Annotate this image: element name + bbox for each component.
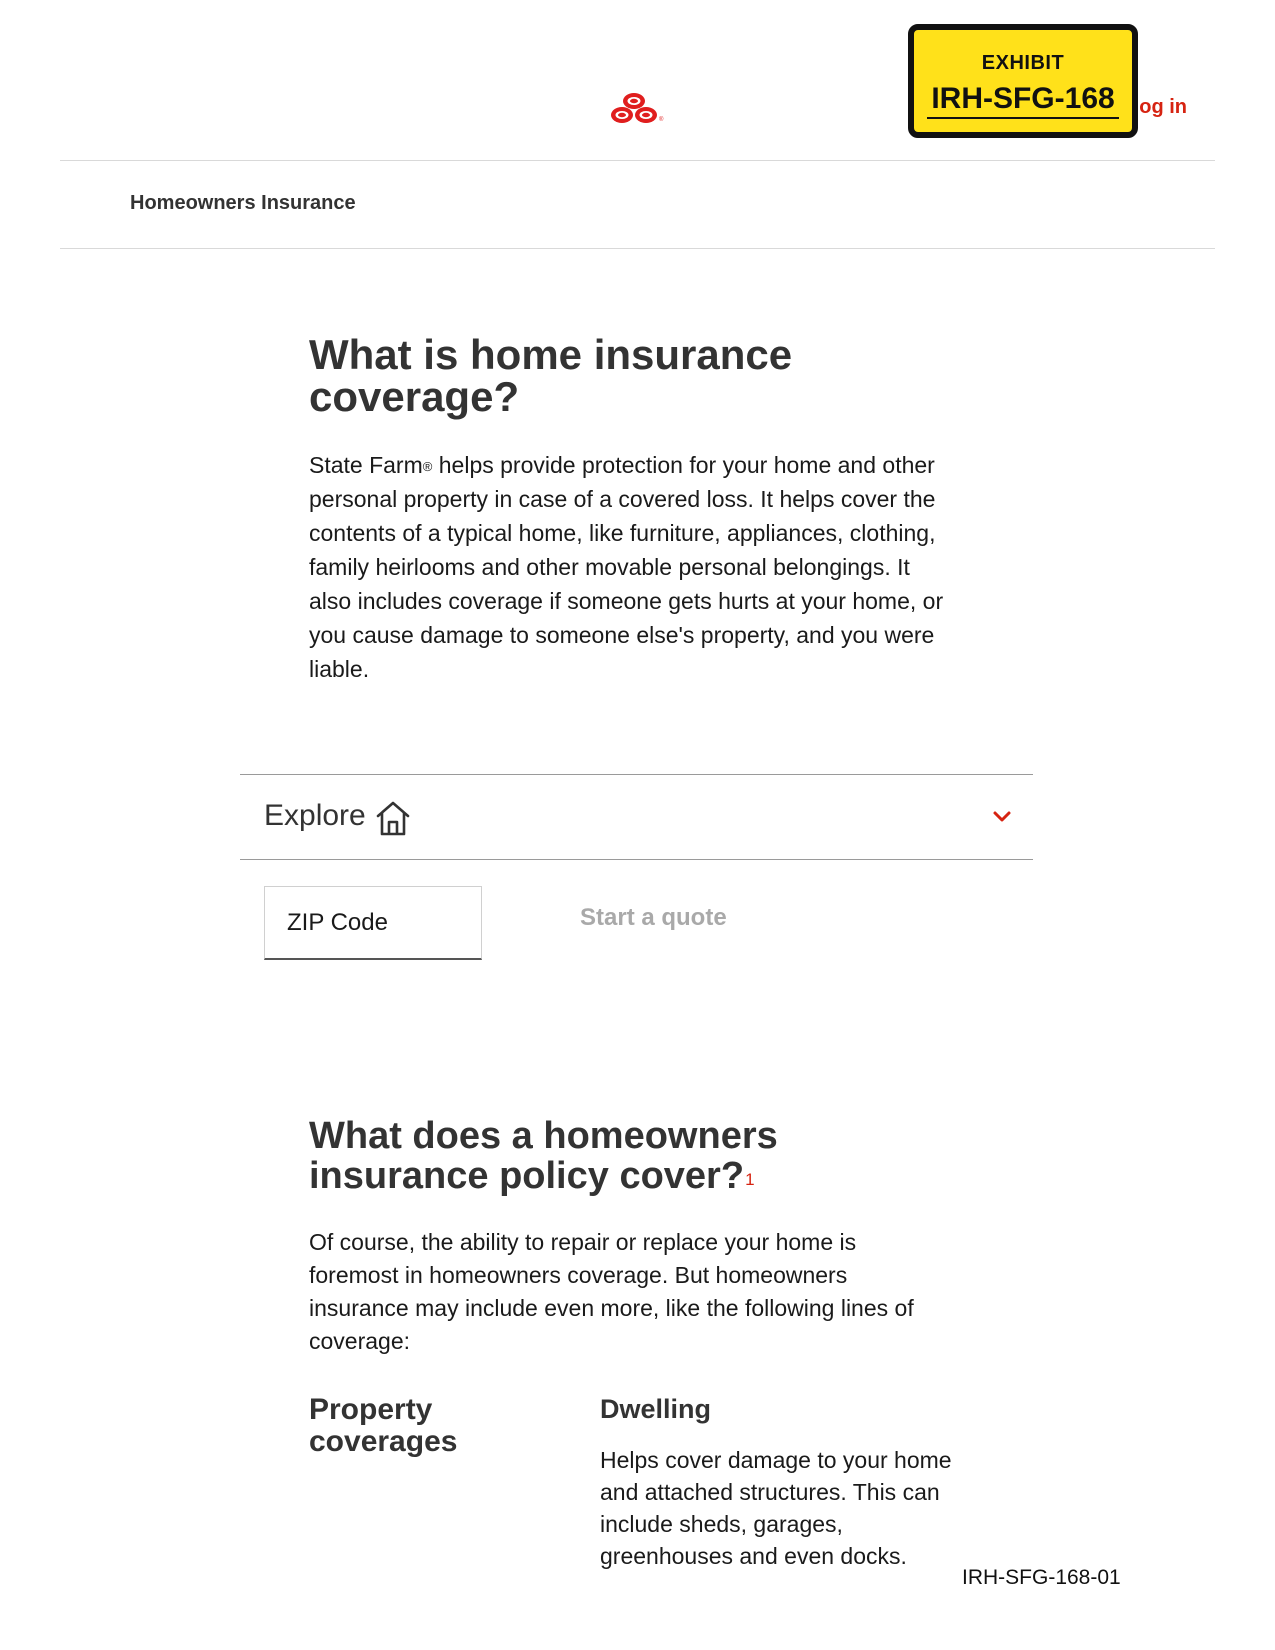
dwelling-description: Helps cover damage to your home and attached structures. This can include sheds, garages, greenhouses and even docks.: [600, 1447, 952, 1569]
policy-section: [309, 1116, 949, 1358]
footnote-link[interactable]: 1: [745, 1170, 755, 1189]
policy-heading-text: What does a homeowners insurance policy cover?: [309, 1115, 778, 1197]
explore-label: Explore: [264, 799, 366, 832]
exhibit-id: IRH-SFG-168: [927, 83, 1118, 119]
dwelling-title: Dwelling: [600, 1394, 712, 1424]
subnav-title[interactable]: Homeowners Insurance: [130, 192, 356, 214]
document-id: IRH-SFG-168-01: [962, 1566, 1121, 1589]
page-title: What is home insurance coverage?: [309, 331, 793, 420]
property-coverages-heading: Property coverages: [309, 1393, 458, 1458]
logo-registered-mark: ®: [659, 117, 664, 123]
chevron-down-icon[interactable]: [991, 805, 1013, 827]
start-quote-button[interactable]: Start a quote: [580, 904, 727, 931]
state-farm-logo[interactable]: [606, 90, 668, 128]
intro-body: helps provide protection for your home and other personal property in case of a covered loss. It helps cover the contents of a typical home, like furniture, appliances, clothing, family heirlooms and other movable personal belongings. It also includes coverage if someone gets hurts at your home, or you cause damage to someone else's property, and you were liable.: [309, 452, 944, 682]
intro-brand: State Farm: [309, 452, 423, 478]
registered-mark: ®: [422, 459, 433, 474]
policy-heading: [309, 1116, 949, 1196]
intro-paragraph: [309, 448, 949, 686]
exhibit-sticker: [908, 24, 1138, 138]
exhibit-title: EXHIBIT: [981, 52, 1065, 74]
policy-paragraph: Of course, the ability to repair or replace your home is foremost in homeowners coverage. But homeowners insurance may include even more, like the following lines of coverage:: [309, 1229, 914, 1354]
sub-navigation: [60, 160, 1215, 249]
intro-section: [309, 331, 949, 686]
explore-accordion[interactable]: [240, 774, 1033, 860]
login-link[interactable]: og in: [1139, 96, 1187, 118]
zip-code-input[interactable]: [264, 886, 482, 960]
house-icon: [375, 799, 411, 837]
